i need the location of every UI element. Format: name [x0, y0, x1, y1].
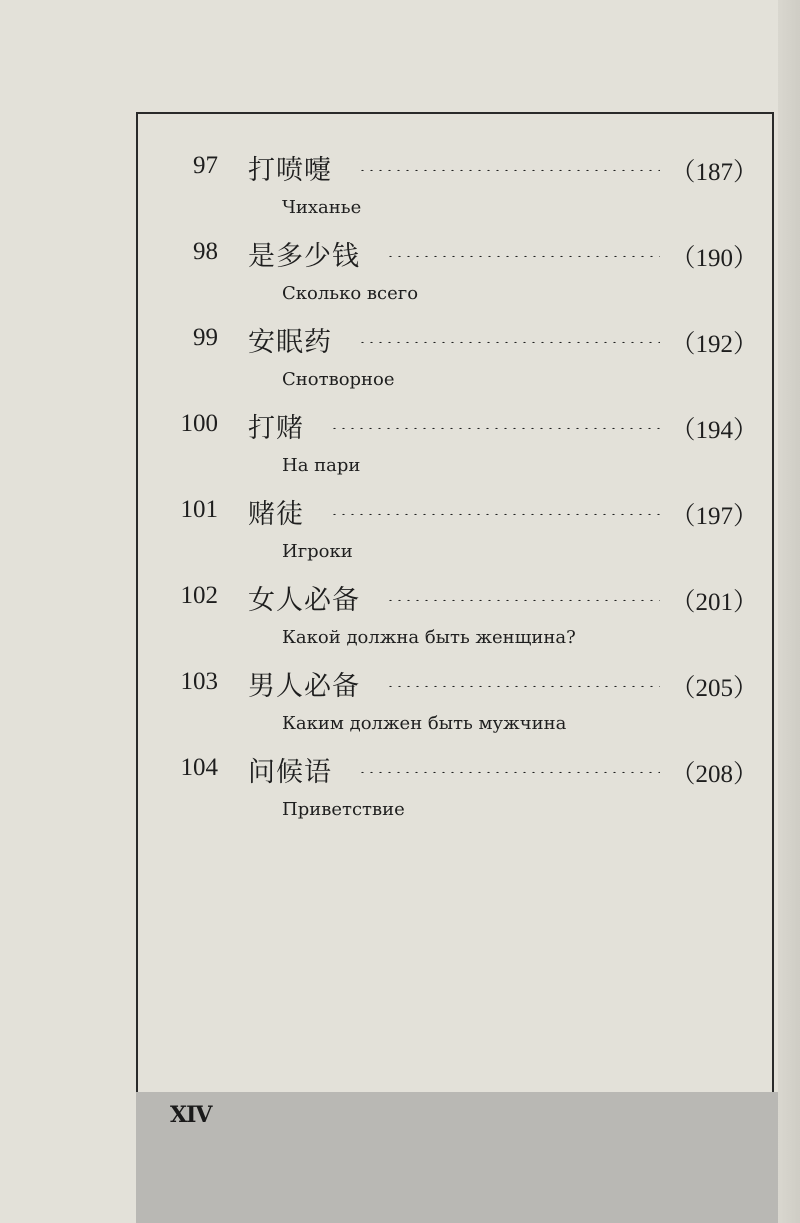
entry-title-chinese: 问候语: [248, 757, 332, 788]
toc-entry-104[interactable]: [138, 754, 778, 840]
page-edge: [778, 0, 800, 1223]
entry-page-ref: （208）: [670, 761, 758, 788]
entry-title-russian: Каким должен быть мужчина: [282, 713, 567, 734]
table-of-contents: [136, 112, 774, 1092]
toc-entry-97[interactable]: [138, 152, 778, 238]
toc-entry-100[interactable]: [138, 410, 778, 496]
entry-title-russian: Какой должна быть женщина?: [282, 627, 576, 648]
entry-number: 104: [180, 754, 218, 781]
dot-leader: [330, 513, 660, 515]
entry-title-russian: Приветствие: [282, 799, 405, 820]
toc-entry-99[interactable]: [138, 324, 778, 410]
page-number: XIV: [170, 1102, 212, 1128]
entry-number: 99: [193, 324, 218, 351]
footer-band: [136, 1092, 778, 1223]
entry-number: 100: [180, 410, 218, 437]
dot-leader: [358, 341, 660, 343]
toc-entry-98[interactable]: [138, 238, 778, 324]
entry-title-russian: На пари: [282, 455, 361, 476]
entry-title-chinese: 安眠药: [248, 327, 332, 358]
entry-title-chinese: 打喷嚏: [248, 155, 332, 186]
entry-title-chinese: 打赌: [248, 413, 304, 444]
dot-leader: [358, 169, 660, 171]
entry-title-chinese: 男人必备: [248, 671, 360, 702]
entry-title-russian: Снотворное: [282, 369, 395, 390]
entry-title-russian: Сколько всего: [282, 283, 419, 304]
entry-number: 101: [180, 496, 218, 523]
entry-number: 103: [180, 668, 218, 695]
entry-title-chinese: 赌徒: [248, 499, 304, 530]
entry-page-ref: （194）: [670, 417, 758, 444]
entry-page-ref: （201）: [670, 589, 758, 616]
entry-title-chinese: 女人必备: [248, 585, 360, 616]
dot-leader: [358, 771, 660, 773]
entry-title-russian: Игроки: [282, 541, 353, 562]
entry-title-chinese: 是多少钱: [248, 241, 360, 272]
dot-leader: [386, 255, 660, 257]
entry-page-ref: （205）: [670, 675, 758, 702]
entry-title-russian: Чиханье: [282, 197, 362, 218]
entry-number: 97: [193, 152, 218, 179]
toc-entry-101[interactable]: [138, 496, 778, 582]
toc-entry-103[interactable]: [138, 668, 778, 754]
dot-leader: [386, 685, 660, 687]
entry-page-ref: （190）: [670, 245, 758, 272]
entry-page-ref: （197）: [670, 503, 758, 530]
toc-entry-102[interactable]: [138, 582, 778, 668]
dot-leader: [330, 427, 660, 429]
entry-page-ref: （192）: [670, 331, 758, 358]
entry-number: 102: [180, 582, 218, 609]
dot-leader: [386, 599, 660, 601]
entry-page-ref: （187）: [670, 159, 758, 186]
entry-number: 98: [193, 238, 218, 265]
